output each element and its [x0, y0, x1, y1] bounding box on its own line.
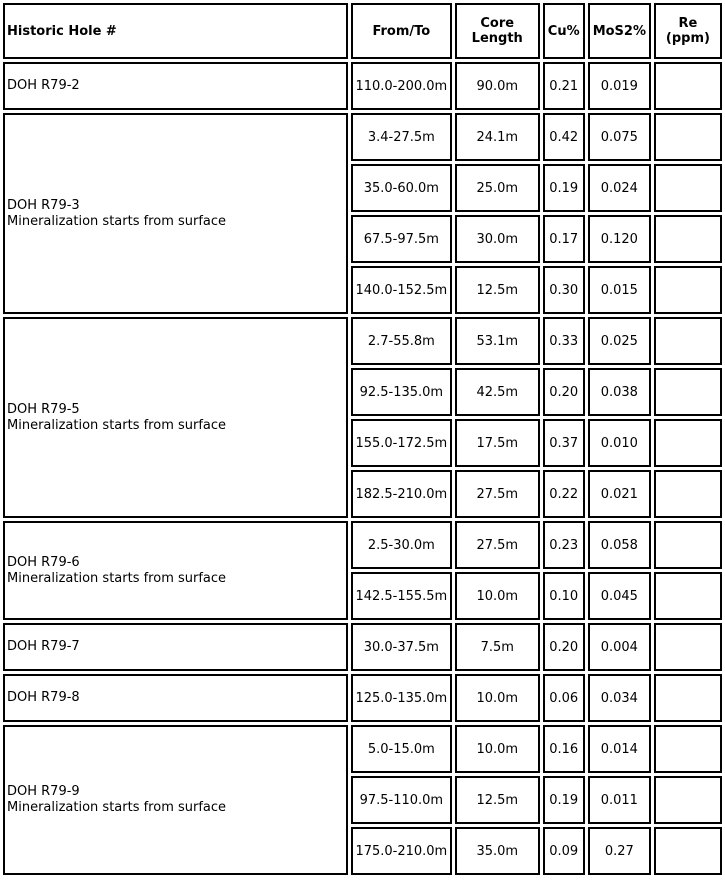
from-to-cell: 67.5-97.5m — [351, 215, 452, 263]
mos2-cell: 0.038 — [588, 368, 651, 416]
hole-note: Mineralization starts from surface — [7, 213, 227, 229]
hole-cell — [3, 521, 348, 620]
table-row — [3, 623, 722, 671]
from-to-cell: 3.4-27.5m — [351, 113, 452, 161]
re-cell — [654, 776, 722, 824]
cu-cell: 0.19 — [543, 776, 585, 824]
cu-cell: 0.09 — [543, 827, 585, 875]
core-length-cell: 25.0m — [455, 164, 540, 212]
header-core-length — [455, 3, 540, 59]
hole-name: DOH R79-6 — [7, 554, 80, 570]
from-to-cell: 35.0-60.0m — [351, 164, 452, 212]
core-length-cell: 12.5m — [455, 776, 540, 824]
cu-cell: 0.20 — [543, 623, 585, 671]
header-re-line1: Re — [678, 16, 698, 31]
hole-cell — [3, 317, 348, 518]
from-to-cell: 142.5-155.5m — [351, 572, 452, 620]
re-cell — [654, 368, 722, 416]
mos2-cell: 0.075 — [588, 113, 651, 161]
mos2-cell: 0.015 — [588, 266, 651, 314]
mos2-cell: 0.025 — [588, 317, 651, 365]
mos2-cell: 0.019 — [588, 62, 651, 110]
from-to-cell: 140.0-152.5m — [351, 266, 452, 314]
cu-cell: 0.30 — [543, 266, 585, 314]
header-core-length-line1: Core — [480, 16, 515, 31]
mos2-cell: 0.014 — [588, 725, 651, 773]
table-body — [3, 62, 722, 875]
hole-name: DOH R79-3 — [7, 197, 80, 213]
core-length-cell: 24.1m — [455, 113, 540, 161]
cu-cell: 0.42 — [543, 113, 585, 161]
table-row — [3, 674, 722, 722]
cu-cell: 0.21 — [543, 62, 585, 110]
re-cell — [654, 674, 722, 722]
from-to-cell: 175.0-210.0m — [351, 827, 452, 875]
re-cell — [654, 725, 722, 773]
hole-note: Mineralization starts from surface — [7, 417, 227, 433]
re-cell — [654, 215, 722, 263]
mos2-cell: 0.034 — [588, 674, 651, 722]
cu-cell: 0.10 — [543, 572, 585, 620]
header-re-line2: (ppm) — [665, 31, 710, 46]
mos2-cell: 0.27 — [588, 827, 651, 875]
re-cell — [654, 521, 722, 569]
cu-cell: 0.33 — [543, 317, 585, 365]
from-to-cell: 92.5-135.0m — [351, 368, 452, 416]
from-to-cell: 125.0-135.0m — [351, 674, 452, 722]
from-to-cell: 155.0-172.5m — [351, 419, 452, 467]
mos2-cell: 0.120 — [588, 215, 651, 263]
hole-cell — [3, 725, 348, 875]
core-length-cell: 10.0m — [455, 674, 540, 722]
table-row — [3, 62, 722, 110]
table-row — [3, 113, 722, 161]
hole-cell — [3, 62, 348, 110]
mos2-cell: 0.045 — [588, 572, 651, 620]
hole-cell — [3, 674, 348, 722]
from-to-cell: 97.5-110.0m — [351, 776, 452, 824]
hole-note: Mineralization starts from surface — [7, 800, 227, 815]
from-to-cell: 2.5-30.0m — [351, 521, 452, 569]
re-cell — [654, 113, 722, 161]
hole-name: DOH R79-8 — [7, 690, 80, 705]
table-header — [3, 3, 722, 59]
header-re — [654, 3, 722, 59]
hole-cell — [3, 113, 348, 314]
cu-cell: 0.22 — [543, 470, 585, 518]
re-cell — [654, 572, 722, 620]
core-length-cell: 17.5m — [455, 419, 540, 467]
core-length-cell: 90.0m — [455, 62, 540, 110]
core-length-cell: 27.5m — [455, 521, 540, 569]
cu-cell: 0.19 — [543, 164, 585, 212]
cu-cell: 0.23 — [543, 521, 585, 569]
mos2-cell: 0.010 — [588, 419, 651, 467]
core-length-cell: 42.5m — [455, 368, 540, 416]
hole-name: DOH R79-5 — [7, 401, 80, 417]
mos2-cell: 0.011 — [588, 776, 651, 824]
hole-cell — [3, 623, 348, 671]
from-to-cell: 5.0-15.0m — [351, 725, 452, 773]
core-length-cell: 7.5m — [455, 623, 540, 671]
re-cell — [654, 623, 722, 671]
core-length-cell: 10.0m — [455, 725, 540, 773]
mos2-cell: 0.021 — [588, 470, 651, 518]
header-cu: Cu% — [543, 3, 585, 59]
core-length-cell: 27.5m — [455, 470, 540, 518]
table-row — [3, 521, 722, 569]
core-length-cell: 12.5m — [455, 266, 540, 314]
re-cell — [654, 419, 722, 467]
header-row — [3, 3, 722, 59]
hole-name: DOH R79-2 — [7, 78, 80, 93]
header-from-to: From/To — [351, 3, 452, 59]
header-historic-hole: Historic Hole # — [3, 3, 348, 59]
hole-name: DOH R79-9 — [7, 784, 80, 799]
re-cell — [654, 827, 722, 875]
mos2-cell: 0.058 — [588, 521, 651, 569]
from-to-cell: 30.0-37.5m — [351, 623, 452, 671]
core-length-cell: 35.0m — [455, 827, 540, 875]
core-length-cell: 53.1m — [455, 317, 540, 365]
cu-cell: 0.06 — [543, 674, 585, 722]
from-to-cell: 2.7-55.8m — [351, 317, 452, 365]
table-row — [3, 317, 722, 365]
re-cell — [654, 164, 722, 212]
re-cell — [654, 317, 722, 365]
hole-note: Mineralization starts from surface — [7, 570, 227, 586]
cu-cell: 0.16 — [543, 725, 585, 773]
core-length-cell: 10.0m — [455, 572, 540, 620]
re-cell — [654, 62, 722, 110]
cu-cell: 0.37 — [543, 419, 585, 467]
header-core-length-line2: Length — [471, 31, 523, 46]
re-cell — [654, 470, 722, 518]
hole-name: DOH R79-7 — [7, 639, 80, 654]
cu-cell: 0.20 — [543, 368, 585, 416]
from-to-cell: 182.5-210.0m — [351, 470, 452, 518]
header-mos2: MoS2% — [588, 3, 651, 59]
cu-cell: 0.17 — [543, 215, 585, 263]
from-to-cell: 110.0-200.0m — [351, 62, 452, 110]
core-length-cell: 30.0m — [455, 215, 540, 263]
re-cell — [654, 266, 722, 314]
table-row — [3, 725, 722, 773]
mos2-cell: 0.004 — [588, 623, 651, 671]
mos2-cell: 0.024 — [588, 164, 651, 212]
